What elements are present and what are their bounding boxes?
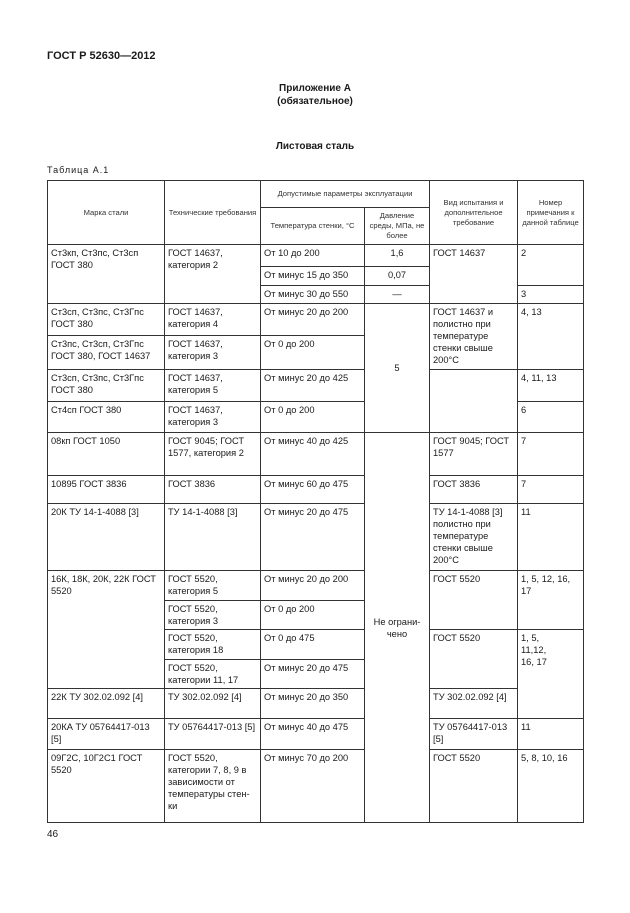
cell-temp: От 0 до 200: [261, 402, 365, 433]
header-grade: Марка стали: [48, 181, 165, 245]
appendix-heading: [0, 82, 630, 108]
cell-temp: От 10 до 200: [261, 245, 365, 267]
cell-temp: От минус 20 до 475: [261, 504, 365, 571]
cell-tech: ГОСТ 5520, категории 11, 17: [165, 660, 261, 689]
cell-grade: Ст3кп, Ст3пс, Ст3сп ГОСТ 380: [48, 245, 165, 304]
cell-grade: 20КА ТУ 05764417-013 [5]: [48, 719, 165, 750]
cell-test: [430, 370, 518, 433]
table-row: [48, 689, 584, 719]
cell-pressure: [365, 433, 430, 823]
table-row: [48, 750, 584, 823]
header-note: Номер примечания к данной таблице: [518, 181, 584, 245]
pressure-unlimited: Не ограни- чено: [373, 616, 421, 639]
cell-tech: ГОСТ 3836: [165, 476, 261, 504]
cell-temp: От минус 30 до 550: [261, 286, 365, 304]
table-row: [48, 245, 584, 267]
cell-grade: 16К, 18К, 20К, 22К ГОСТ 5520: [48, 571, 165, 689]
cell-pressure: 1,6: [365, 245, 430, 267]
cell-grade: 22К ТУ 302.02.092 [4]: [48, 689, 165, 719]
cell-tech: ГОСТ 5520, категории 7, 8, 9 в зависимости от температуры стен-ки: [165, 750, 261, 823]
cell-pressure: 5: [365, 304, 430, 433]
cell-tech: ГОСТ 9045; ГОСТ 1577, категория 2: [165, 433, 261, 476]
cell-temp: От 0 до 475: [261, 630, 365, 660]
header-row: [48, 181, 584, 208]
header-pressure: Давление среды, МПа, не более: [365, 208, 430, 245]
cell-tech: ГОСТ 5520, категория 3: [165, 601, 261, 630]
cell-note: 4, 11, 13: [518, 370, 584, 402]
cell-tech: ГОСТ 14637, категория 3: [165, 402, 261, 433]
section-title: Листовая сталь: [275, 141, 355, 152]
table-label: Таблица А.1: [47, 165, 110, 175]
cell-tech: ГОСТ 5520, категория 5: [165, 571, 261, 601]
table-row: [48, 304, 584, 336]
cell-grade: 20К ТУ 14-1-4088 [3]: [48, 504, 165, 571]
cell-grade: Ст4сп ГОСТ 380: [48, 402, 165, 433]
cell-test: ГОСТ 5520: [430, 750, 518, 823]
cell-test: ТУ 05764417-013 [5]: [430, 719, 518, 750]
table-row: [48, 476, 584, 504]
cell-tech: ТУ 302.02.092 [4]: [165, 689, 261, 719]
header-temp: Температура стенки, °С: [261, 208, 365, 245]
steel-table: [47, 180, 584, 823]
header-tech: Технические требования: [165, 181, 261, 245]
cell-test: ГОСТ 9045; ГОСТ 1577: [430, 433, 518, 476]
header-test: Вид испытания и дополнительное требование: [430, 181, 518, 245]
cell-temp: От минус 40 до 475: [261, 719, 365, 750]
cell-pressure: —: [365, 286, 430, 304]
document-header: ГОСТ Р 52630—2012: [47, 50, 156, 62]
cell-temp: От 0 до 200: [261, 601, 365, 630]
cell-note: 11: [518, 719, 584, 750]
cell-note: 11: [518, 504, 584, 571]
cell-grade: Ст3сп, Ст3пс, Ст3Гпс ГОСТ 380: [48, 304, 165, 336]
cell-tech: ГОСТ 14637, категория 5: [165, 370, 261, 402]
cell-grade: 08кп ГОСТ 1050: [48, 433, 165, 476]
cell-temp: От минус 20 до 475: [261, 660, 365, 689]
cell-grade: 10895 ГОСТ 3836: [48, 476, 165, 504]
appendix-subtitle: (обязательное): [277, 96, 353, 107]
cell-note: 7: [518, 433, 584, 476]
cell-tech: ГОСТ 5520, категория 18: [165, 630, 261, 660]
cell-temp: От минус 70 до 200: [261, 750, 365, 823]
cell-note: 2: [518, 245, 584, 286]
appendix-title: Приложение А: [279, 83, 351, 94]
cell-grade: 09Г2С, 10Г2С1 ГОСТ 5520: [48, 750, 165, 823]
cell-tech: ГОСТ 14637, категория 2: [165, 245, 261, 304]
cell-test: ТУ 302.02.092 [4]: [430, 689, 518, 719]
cell-pressure: 0,07: [365, 267, 430, 286]
cell-test: ГОСТ 14637 и полистно при температуре стенки свыше 200°С: [430, 304, 518, 370]
cell-grade: Ст3пс, Ст3сп, Ст3Гпс ГОСТ 380, ГОСТ 14637: [48, 336, 165, 370]
cell-temp: От минус 60 до 475: [261, 476, 365, 504]
cell-temp: От минус 20 до 200: [261, 571, 365, 601]
table-row: [48, 433, 584, 476]
cell-note: 3: [518, 286, 584, 304]
cell-test: ГОСТ 5520: [430, 571, 518, 630]
cell-note: 6: [518, 402, 584, 433]
cell-temp: От минус 20 до 350: [261, 689, 365, 719]
cell-grade: Ст3сп, Ст3пс, Ст3Гпс ГОСТ 380: [48, 370, 165, 402]
cell-note: 4, 13: [518, 304, 584, 370]
table-row: [48, 571, 584, 601]
cell-test: ГОСТ 3836: [430, 476, 518, 504]
cell-tech: ГОСТ 14637, категория 3: [165, 336, 261, 370]
header-params: Допустимые параметры эксплуатации: [261, 181, 430, 208]
cell-test: ТУ 14-1-4088 [3] полистно при температуре стенки свыше 200°С: [430, 504, 518, 571]
cell-temp: От минус 15 до 350: [261, 267, 365, 286]
cell-temp: От минус 20 до 200: [261, 304, 365, 336]
cell-note: 7: [518, 476, 584, 504]
page-number: 46: [47, 829, 59, 840]
cell-note: 1, 5, 12, 16, 17: [518, 571, 584, 630]
cell-temp: От минус 40 до 425: [261, 433, 365, 476]
table-row: [48, 504, 584, 571]
cell-test: ГОСТ 5520: [430, 630, 518, 689]
cell-note: 5, 8, 10, 16: [518, 750, 584, 823]
cell-tech: ТУ 05764417-013 [5]: [165, 719, 261, 750]
table-row: [48, 719, 584, 750]
cell-tech: ТУ 14-1-4088 [3]: [165, 504, 261, 571]
cell-note: 1, 5, 11,12, 16, 17: [518, 630, 584, 719]
cell-tech: ГОСТ 14637, категория 4: [165, 304, 261, 336]
table-row: [48, 370, 584, 402]
cell-temp: От минус 20 до 425: [261, 370, 365, 402]
cell-temp: От 0 до 200: [261, 336, 365, 370]
cell-test: ГОСТ 14637: [430, 245, 518, 304]
